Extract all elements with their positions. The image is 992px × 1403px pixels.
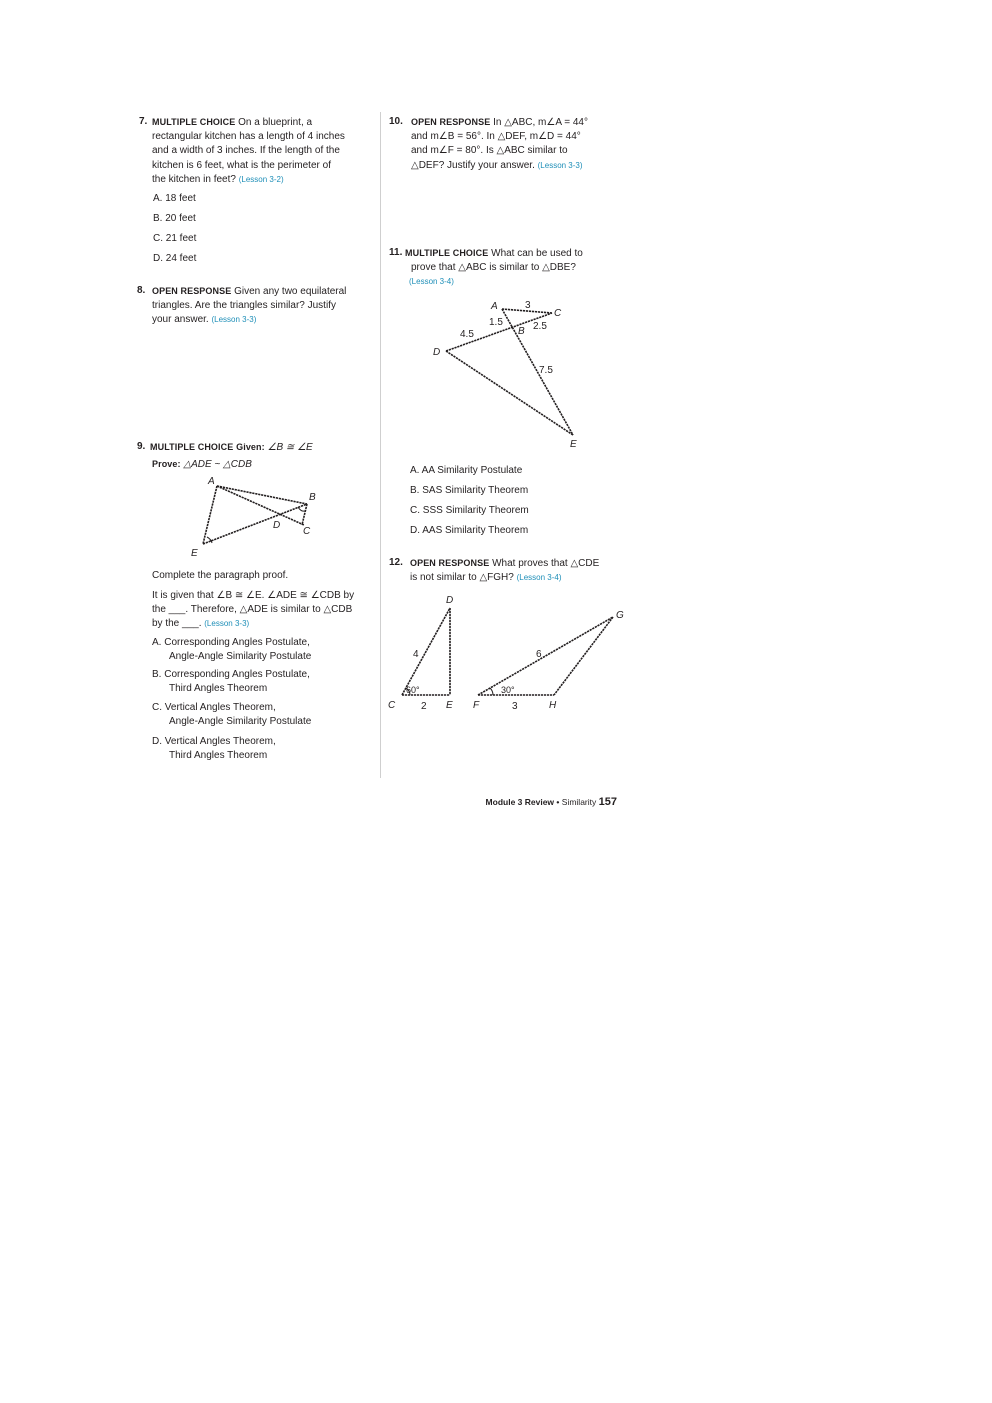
answer-choice[interactable]	[152, 735, 276, 763]
answer-choice[interactable]: A. AA Similarity Postulate	[410, 465, 523, 476]
label-angle-f: 30°	[501, 685, 515, 695]
choice-line: Angle-Angle Similarity Postulate	[169, 651, 312, 662]
label-d: D	[446, 595, 454, 606]
footer-bullet: •	[556, 797, 560, 807]
footer-module: Module 3 Review	[485, 797, 555, 807]
question-type: MULTIPLE CHOICE	[152, 117, 236, 127]
segment-cd	[402, 608, 450, 695]
label-e: E	[446, 700, 453, 711]
choice-line: B. Corresponding Angles Postulate,	[152, 669, 310, 680]
question-10	[389, 115, 619, 173]
lesson-reference: (Lesson 3-3)	[204, 619, 250, 629]
question-text: Given any two equilateral	[234, 286, 347, 297]
question-text: prove that △ABC is similar to △DBE?	[411, 262, 576, 274]
question-text: and m∠B = 56°. In △DEF, m∠D = 44°	[411, 131, 581, 143]
question-text: the kitchen in feet?	[152, 173, 236, 185]
lesson-reference: (Lesson 3-3)	[211, 315, 257, 325]
segment-de	[446, 351, 573, 435]
answer-choice[interactable]: D. AAS Similarity Theorem	[410, 525, 529, 536]
question-number: 9.	[137, 441, 146, 452]
label-bc-length: 2.5	[533, 321, 547, 332]
choice-line: Third Angles Theorem	[169, 750, 268, 761]
page-number: 157	[598, 796, 617, 808]
question-text: and m∠F = 80°. Is △ABC similar to	[411, 145, 568, 157]
question-9	[137, 440, 377, 455]
choice-line: A. Corresponding Angles Postulate,	[152, 637, 310, 648]
segment-ae-line	[217, 486, 304, 525]
question-type: OPEN RESPONSE	[410, 558, 490, 568]
choice-line: D. Vertical Angles Theorem,	[152, 736, 276, 747]
given-statement: ∠B ≅ ∠E	[267, 442, 313, 453]
footer-topic: Similarity	[561, 797, 597, 807]
page-footer	[486, 796, 617, 808]
choice-line: Third Angles Theorem	[169, 683, 268, 694]
label-b: B	[518, 326, 525, 337]
label-angle-c: 60°	[406, 685, 420, 695]
label-ac-length: 3	[525, 300, 531, 311]
label-d: D	[273, 520, 281, 531]
question-number: 10.	[389, 116, 403, 127]
segment-bc	[302, 504, 307, 525]
label-a: A	[491, 301, 498, 312]
label-ab-length: 1.5	[489, 317, 503, 328]
question-text: △DEF? Justify your answer.	[411, 159, 535, 171]
label-d: D	[433, 347, 441, 358]
question-text: On a blueprint, a	[238, 117, 313, 128]
label-ce-length: 2	[421, 701, 427, 712]
intersecting-triangles-figure	[425, 295, 595, 455]
answer-choice[interactable]: B. 20 feet	[153, 213, 196, 224]
lesson-reference: (Lesson 3-4)	[409, 277, 454, 287]
two-triangles-figure	[384, 590, 630, 715]
question-text: triangles. Are the triangles similar? Justify	[152, 300, 336, 312]
proof-text: by the ___.	[152, 618, 202, 630]
label-c: C	[388, 700, 396, 711]
question-12	[389, 556, 619, 585]
segment-fg	[478, 617, 613, 695]
lesson-reference: (Lesson 3-4)	[516, 573, 562, 583]
question-type: OPEN RESPONSE	[411, 117, 491, 127]
label-f: F	[473, 700, 480, 711]
question-type: MULTIPLE CHOICE	[405, 248, 489, 258]
prove-statement: △ADE ~ △CDB	[183, 459, 252, 470]
answer-choice[interactable]: D. 24 feet	[153, 253, 197, 264]
label-db-length: 4.5	[460, 329, 474, 340]
answer-choice[interactable]: A. 18 feet	[153, 193, 196, 204]
answer-choice[interactable]	[152, 701, 311, 729]
lesson-reference: (Lesson 3-2)	[238, 174, 284, 184]
answer-choice[interactable]: C. SSS Similarity Theorem	[410, 505, 529, 516]
label-h: H	[549, 700, 557, 711]
answer-choice[interactable]: B. SAS Similarity Theorem	[410, 485, 529, 496]
given-label: Given:	[236, 442, 265, 452]
question-text: and a width of 3 inches. If the length of the	[152, 145, 340, 157]
question-11	[389, 246, 619, 290]
angle-mark-f	[490, 688, 493, 695]
segment-eb	[203, 504, 307, 544]
label-fg-length: 6	[536, 649, 542, 660]
question-text: rectangular kitchen has a length of 4 inches	[152, 131, 345, 143]
label-e: E	[570, 439, 577, 450]
column-divider	[380, 112, 381, 778]
question-type: MULTIPLE CHOICE	[150, 442, 234, 452]
lesson-reference: (Lesson 3-3)	[537, 160, 583, 170]
label-fh-length: 3	[512, 701, 518, 712]
question-7	[139, 115, 374, 187]
question-text: your answer.	[152, 314, 209, 326]
question-text: In △ABC, m∠A = 44°	[493, 117, 588, 128]
label-be-length: 7.5	[539, 365, 553, 376]
answer-choice[interactable]	[152, 636, 311, 664]
question-text: kitchen is 6 feet, what is the perimeter of	[152, 159, 331, 171]
question-type: OPEN RESPONSE	[152, 286, 232, 296]
prove-label: Prove:	[152, 459, 181, 469]
paragraph-proof	[152, 589, 377, 632]
answer-choice[interactable]: C. 21 feet	[153, 233, 197, 244]
choice-line: Angle-Angle Similarity Postulate	[169, 716, 312, 727]
bowtie-triangles-figure	[185, 470, 335, 562]
question-number: 12.	[389, 557, 403, 568]
question-number: 8.	[137, 285, 146, 296]
label-a: A	[208, 476, 215, 487]
label-g: G	[616, 610, 624, 621]
question-text: is not similar to △FGH?	[410, 572, 514, 584]
question-text: What can be used to	[491, 248, 583, 259]
proof-text: the ___. Therefore, △ADE is similar to △CDB	[152, 604, 353, 616]
segment-ab	[217, 486, 307, 504]
question-number: 11.	[389, 247, 403, 258]
label-b: B	[309, 492, 316, 503]
label-cd-length: 4	[413, 649, 419, 660]
proof-instruction: Complete the paragraph proof.	[152, 570, 289, 581]
choice-line: C. Vertical Angles Theorem,	[152, 702, 276, 713]
proof-text: It is given that ∠B ≅ ∠E. ∠ADE ≅ ∠CDB by	[152, 590, 355, 601]
label-c: C	[554, 308, 562, 319]
label-e: E	[191, 548, 198, 559]
question-8	[137, 284, 377, 328]
segment-ae	[203, 486, 217, 544]
answer-choice[interactable]	[152, 668, 310, 696]
segment-gh	[554, 617, 613, 695]
question-text: What proves that △CDE	[492, 558, 600, 569]
label-c: C	[303, 526, 311, 537]
question-number: 7.	[139, 116, 148, 127]
